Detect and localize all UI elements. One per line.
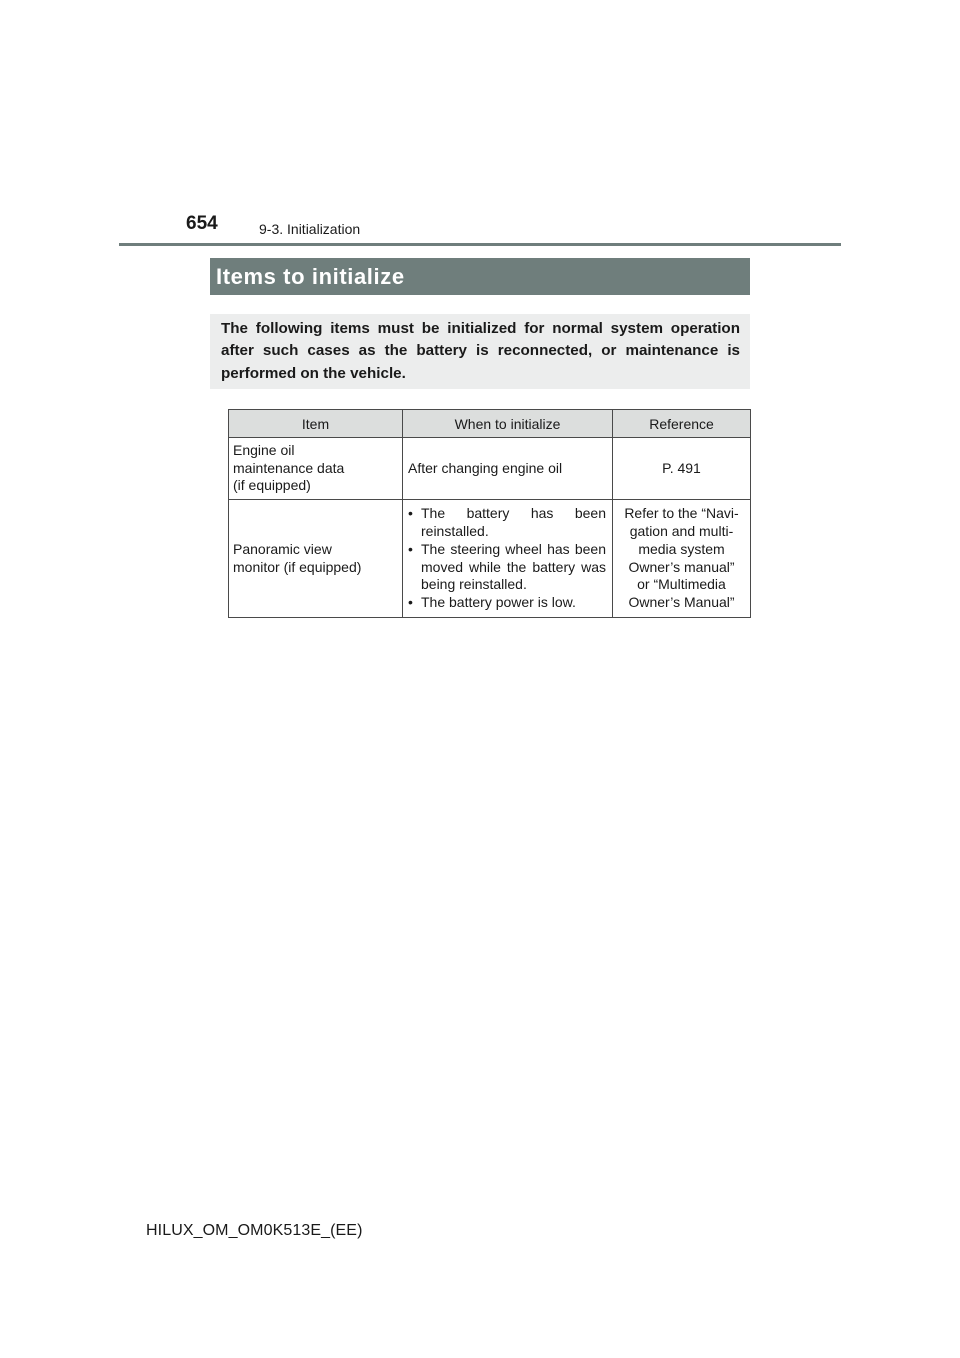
when-cell [403, 438, 613, 500]
page-number: 654 [186, 213, 218, 234]
section-title: Items to initialize [216, 263, 405, 289]
table-header-row [229, 410, 751, 438]
item-cell [229, 500, 403, 618]
item-cell [229, 438, 403, 500]
when-bullet-list [408, 505, 606, 612]
intro-text: The following items must be initialized for normal system operation after such cases as the battery is reconnected, or maintenance is performed on the vehicle. [221, 320, 740, 382]
bullet-text: The steering wheel has been moved while the battery was being reinstalled. [421, 540, 606, 593]
table-row [229, 500, 751, 618]
item-line: maintenance data [233, 459, 345, 476]
initialization-table [228, 409, 751, 618]
header-when: When to initialize [403, 410, 613, 438]
reference-line: gation and multi- [629, 522, 734, 539]
item-line: Panoramic view [233, 540, 332, 557]
reference-cell [613, 500, 751, 618]
list-item [408, 541, 606, 594]
reference-line: Owner’s Manual” [628, 594, 735, 611]
item-line: monitor (if equipped) [233, 558, 362, 575]
reference-cell [613, 438, 751, 500]
bullet-icon: • [408, 594, 413, 611]
bullet-text: The battery power is low. [421, 594, 576, 611]
bullet-icon: • [408, 505, 413, 522]
item-line: (if equipped) [233, 477, 311, 494]
header-reference: Reference [613, 410, 751, 438]
list-item [408, 505, 606, 541]
header-item: Item [229, 410, 403, 438]
reference-line: Owner’s manual” [628, 558, 735, 575]
reference-line: media system [638, 540, 725, 557]
footer-document-code: HILUX_OM_OM0K513E_(EE) [146, 1222, 363, 1239]
when-cell [403, 500, 613, 618]
bullet-icon: • [408, 540, 413, 557]
list-item [408, 594, 606, 612]
section-title-bar [210, 258, 750, 295]
reference-line: or “Multimedia [637, 576, 726, 593]
table-row [229, 438, 751, 500]
header-rule [119, 243, 841, 246]
item-line: Engine oil [233, 441, 295, 458]
when-text: After changing engine oil [408, 459, 563, 476]
intro-box [210, 314, 750, 389]
reference-link[interactable]: P. 491 [662, 459, 701, 476]
bullet-text: The battery has been reinstalled. [421, 505, 606, 539]
section-label: 9-3. Initialization [259, 221, 361, 237]
reference-line: Refer to the “Navi- [624, 505, 739, 522]
